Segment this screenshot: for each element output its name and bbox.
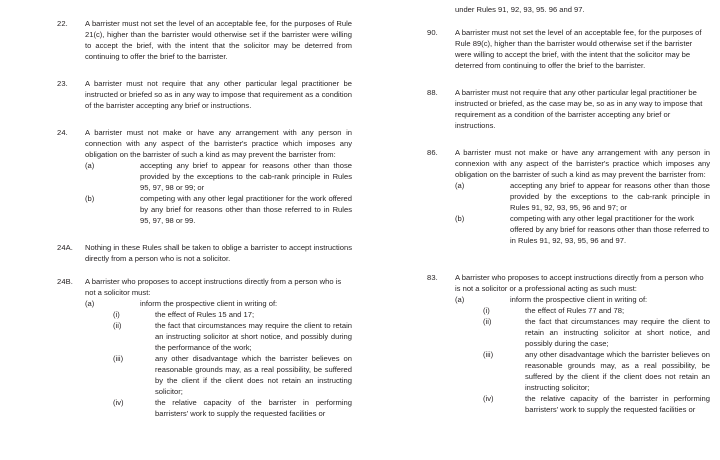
sub-item (455, 393, 710, 415)
sub-item-marker: (iii) (483, 350, 494, 359)
clause-row (360, 87, 720, 131)
clause-number: 23. (57, 79, 68, 88)
sub-item-text: the relative capacity of the barrister in performing barristers' work to supply the requested facilities or (155, 398, 352, 418)
clause-body (85, 18, 360, 62)
sub-item-text: inform the prospective client in writing of: (140, 299, 278, 308)
clause-body (85, 242, 360, 264)
sub-item (455, 213, 710, 246)
clause-number: 24B. (57, 277, 74, 286)
sub-item-text: accepting any brief to appear for reasons other than those provided by the exceptions to the cab-rank principle in Rules 91, 92, 93, 95, 96 and 97; or (510, 181, 710, 212)
clause-number: 24A. (57, 243, 74, 252)
clause-row (360, 147, 720, 246)
sub-item-text: the effect of Rules 15 and 17; (155, 310, 255, 319)
sub-item-text: inform the prospective client in writing of: (510, 295, 648, 304)
sub-item (85, 353, 352, 397)
clause-paragraph: A barrister must not set the level of an acceptable fee, for the purposes of Rule 21(c), higher than the barrister would otherwise set if the barrister were willing to accept the brief, with the intent that the solicitor may be deterred from continuing to offer the brief to the barrister. (85, 19, 352, 61)
clause-number: 90. (427, 28, 438, 37)
sub-item (455, 316, 710, 349)
clause-body (455, 272, 720, 415)
sub-item-text: the fact that circumstances may require the client to retain an instructing solicitor at short notice, and possibly during the performance of the work; (155, 321, 352, 352)
sub-item-marker: (i) (113, 310, 120, 319)
clause-paragraph: A barrister must not require that any other particular legal practitioner be instructed or briefed so as in any way to impose that requirement as a condition of the barrister accepting any brief or instructions. (85, 79, 352, 110)
clause-number: 88. (427, 88, 438, 97)
clause-paragraph: A barrister must not set the level of an acceptable fee, for the purposes of Rule 89(c), higher than the barrister would otherwise set if the barrister were willing to accept the brief, with the intent that the solicitor may be deterred from continuing to offer the brief to the barrister. (455, 28, 702, 70)
clause-paragraph: A barrister must not make or have any arrangement with any person in connexion with any aspect of the barrister's practice which imposes any obligation on the barrister of such a kind as may prevent the barrister from: (455, 148, 710, 179)
clause-row (360, 27, 720, 71)
sub-item (455, 349, 710, 393)
sub-item-marker: (a) (455, 295, 465, 304)
sub-item (455, 180, 710, 213)
sub-item-marker: (iv) (483, 394, 494, 403)
sub-item (455, 305, 710, 316)
clause-number: 86. (427, 148, 438, 157)
sub-item-text: competing with any other legal practitioner for the work offered by any brief for reasons other than those referred to in Rules 91, 92, 93, 95, 96 and 97. (510, 214, 710, 245)
clause-body (85, 276, 360, 419)
clause-paragraph: A barrister who proposes to accept instructions directly from a person who is not a solicitor or a professional acting as such must: (455, 273, 704, 293)
right-column (360, 0, 720, 460)
clause-row (0, 242, 360, 264)
clause-body (85, 127, 360, 226)
clause-row (0, 276, 360, 419)
sub-item-marker: (b) (455, 214, 465, 223)
sub-item-text: any other disadvantage which the barrister believes on reasonable grounds may, as a real possibility, be suffered by the client if the client does not retain an instructing solicitor; (155, 354, 352, 396)
sub-item (85, 298, 352, 309)
sub-item (85, 320, 352, 353)
clause-paragraph: A barrister must not require that any other particular legal practitioner be instructed or briefed, as the case may be, so as in any way to impose that requirement as a condition of the barrister accepting any brief or instructions. (455, 88, 703, 130)
sub-item (85, 160, 352, 193)
sub-item-text: accepting any brief to appear for reasons other than those provided by the exceptions to the cab-rank principle in Rules 95, 97, 98 or 99; or (140, 161, 352, 192)
clause-number: 83. (427, 273, 438, 282)
sub-item-text: the effect of Rules 77 and 78; (525, 306, 625, 315)
sub-item-marker: (b) (85, 194, 95, 203)
sub-item-marker: (ii) (113, 321, 122, 330)
clause-row (360, 272, 720, 415)
sub-item-marker: (i) (483, 306, 490, 315)
sub-item-marker: (a) (85, 161, 95, 170)
sub-item-text: competing with any other legal practitioner for the work offered by any brief for reasons other than those referred to in Rules 95, 97, 98 or 99. (140, 194, 352, 225)
clause-row (0, 18, 360, 62)
clause-row (0, 127, 360, 226)
sub-item-marker: (ii) (483, 317, 492, 326)
clause-paragraph: Nothing in these Rules shall be taken to oblige a barrister to accept instructions directly from a person who is not a solicitor. (85, 243, 352, 263)
sub-item (85, 193, 352, 226)
clause-paragraph: A barrister must not make or have any arrangement with any person in connection with any aspect of the barrister's practice which imposes any obligation on the barrister of such a kind as may prevent the barrister from: (85, 128, 352, 159)
sub-item-text: any other disadvantage which the barrister believes on reasonable grounds may, as a real possibility, be suffered by the client if the client does not retain an instructing solicitor; (525, 350, 710, 392)
clause-number: 24. (57, 128, 68, 137)
clause-body (455, 147, 720, 246)
sub-item-marker: (iii) (113, 354, 124, 363)
continuation-line: under Rules 91, 92, 93, 95. 96 and 97. (455, 5, 585, 14)
sub-item (85, 397, 352, 419)
sub-item-marker: (a) (455, 181, 465, 190)
sub-item-marker: (a) (85, 299, 95, 308)
clause-paragraph: A barrister who proposes to accept instructions directly from a person who is not a solicitor must: (85, 277, 342, 297)
clause-number: 22. (57, 19, 68, 28)
sub-item-text: the relative capacity of the barrister in performing barristers' work to supply the requested facilities or (525, 394, 710, 414)
sub-item-marker: (iv) (113, 398, 124, 407)
clause-row (0, 78, 360, 111)
clause-body (455, 27, 720, 71)
sub-item-text: the fact that circumstances may require the client to retain an instructing solicitor at short notice, and possibly during the case; (525, 317, 710, 348)
clause-body (455, 87, 720, 131)
clause-body (85, 78, 360, 111)
sub-item (455, 294, 710, 305)
sub-item (85, 309, 352, 320)
